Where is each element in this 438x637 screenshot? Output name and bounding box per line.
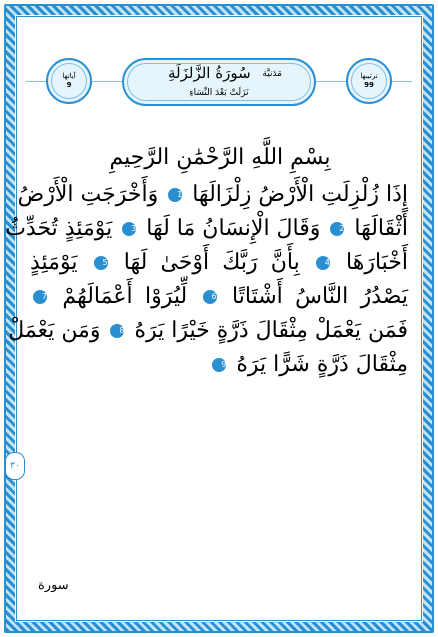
surah-title-box xyxy=(122,58,316,106)
verse-text: فَمَن يَعْمَلْ مِثْقَالَ ذَرَّةٍ خَيْرًا يَرَهُ xyxy=(134,318,408,343)
verses-count-medallion xyxy=(46,58,92,104)
verse-end-marker: 4 xyxy=(316,256,330,270)
basmala: بِسْمِ اللَّهِ الرَّحْمَٰنِ الرَّحِيمِ xyxy=(109,145,331,170)
verse-text: مِثْقَالَ ذَرَّةٍ شَرًّا يَرَهُ xyxy=(236,352,408,377)
hizb-marker: ٣٠ xyxy=(5,452,25,480)
verse-line-3 xyxy=(30,246,408,280)
order-label: ترتيبها xyxy=(360,72,378,80)
footer-catchword: سورة xyxy=(38,578,69,593)
verse-text: أَثْقَالَهَا xyxy=(354,216,408,241)
verse-end-marker: 6 xyxy=(203,290,217,304)
verse-line-1 xyxy=(17,178,408,212)
verse-text: بِأَنَّ رَبَّكَ أَوْحَىٰ لَهَا xyxy=(123,250,300,275)
verse-lines xyxy=(5,178,409,382)
verse-end-marker: 9 xyxy=(212,358,226,372)
verse-end-marker: 2 xyxy=(330,222,344,236)
verse-text: إِذَا زُلْزِلَتِ الْأَرْضُ زِلْزَالَهَا xyxy=(192,182,408,207)
verse-text: أَخْبَارَهَا xyxy=(346,250,409,275)
verse-line-4 xyxy=(30,280,408,314)
verse-text: يَوْمَئِذٍ xyxy=(30,250,78,275)
verse-text: وَقَالَ الْإِنسَانُ مَا لَهَا xyxy=(146,216,321,241)
verse-end-marker: 3 xyxy=(122,222,136,236)
verse-text: يَوْمَئِذٍ تُحَدِّثُ xyxy=(5,216,113,241)
surah-order-medallion xyxy=(346,58,392,104)
verse-text: وَأَخْرَجَتِ الْأَرْضُ xyxy=(17,182,159,207)
verse-end-marker: 1 xyxy=(168,188,182,202)
verses-count: 9 xyxy=(66,81,72,89)
revelation-note: نَزَلَتْ بَعْدَ النِّسَاءِ xyxy=(189,88,249,98)
verse-text: يَصْدُرُ النَّاسُ أَشْتَاتًا xyxy=(232,284,408,309)
surah-header xyxy=(26,40,412,140)
surah-name: سُورَةُ الزَّلزَلَةِ xyxy=(168,64,251,82)
surah-type: مَدَنيَّة xyxy=(262,69,282,79)
verse-end-marker: 8 xyxy=(110,324,124,338)
order-number: 99 xyxy=(364,81,374,89)
verses-label: آياتها xyxy=(62,72,76,80)
verse-line-2 xyxy=(5,212,408,246)
verse-text: لِّيُرَوْا أَعْمَالَهُمْ xyxy=(62,284,188,309)
verse-line-5 xyxy=(8,314,408,348)
verse-text: وَمَن يَعْمَلْ xyxy=(8,318,101,343)
verse-line-6 xyxy=(30,348,408,382)
verse-end-marker: 7 xyxy=(33,290,47,304)
verse-end-marker: 5 xyxy=(94,256,108,270)
